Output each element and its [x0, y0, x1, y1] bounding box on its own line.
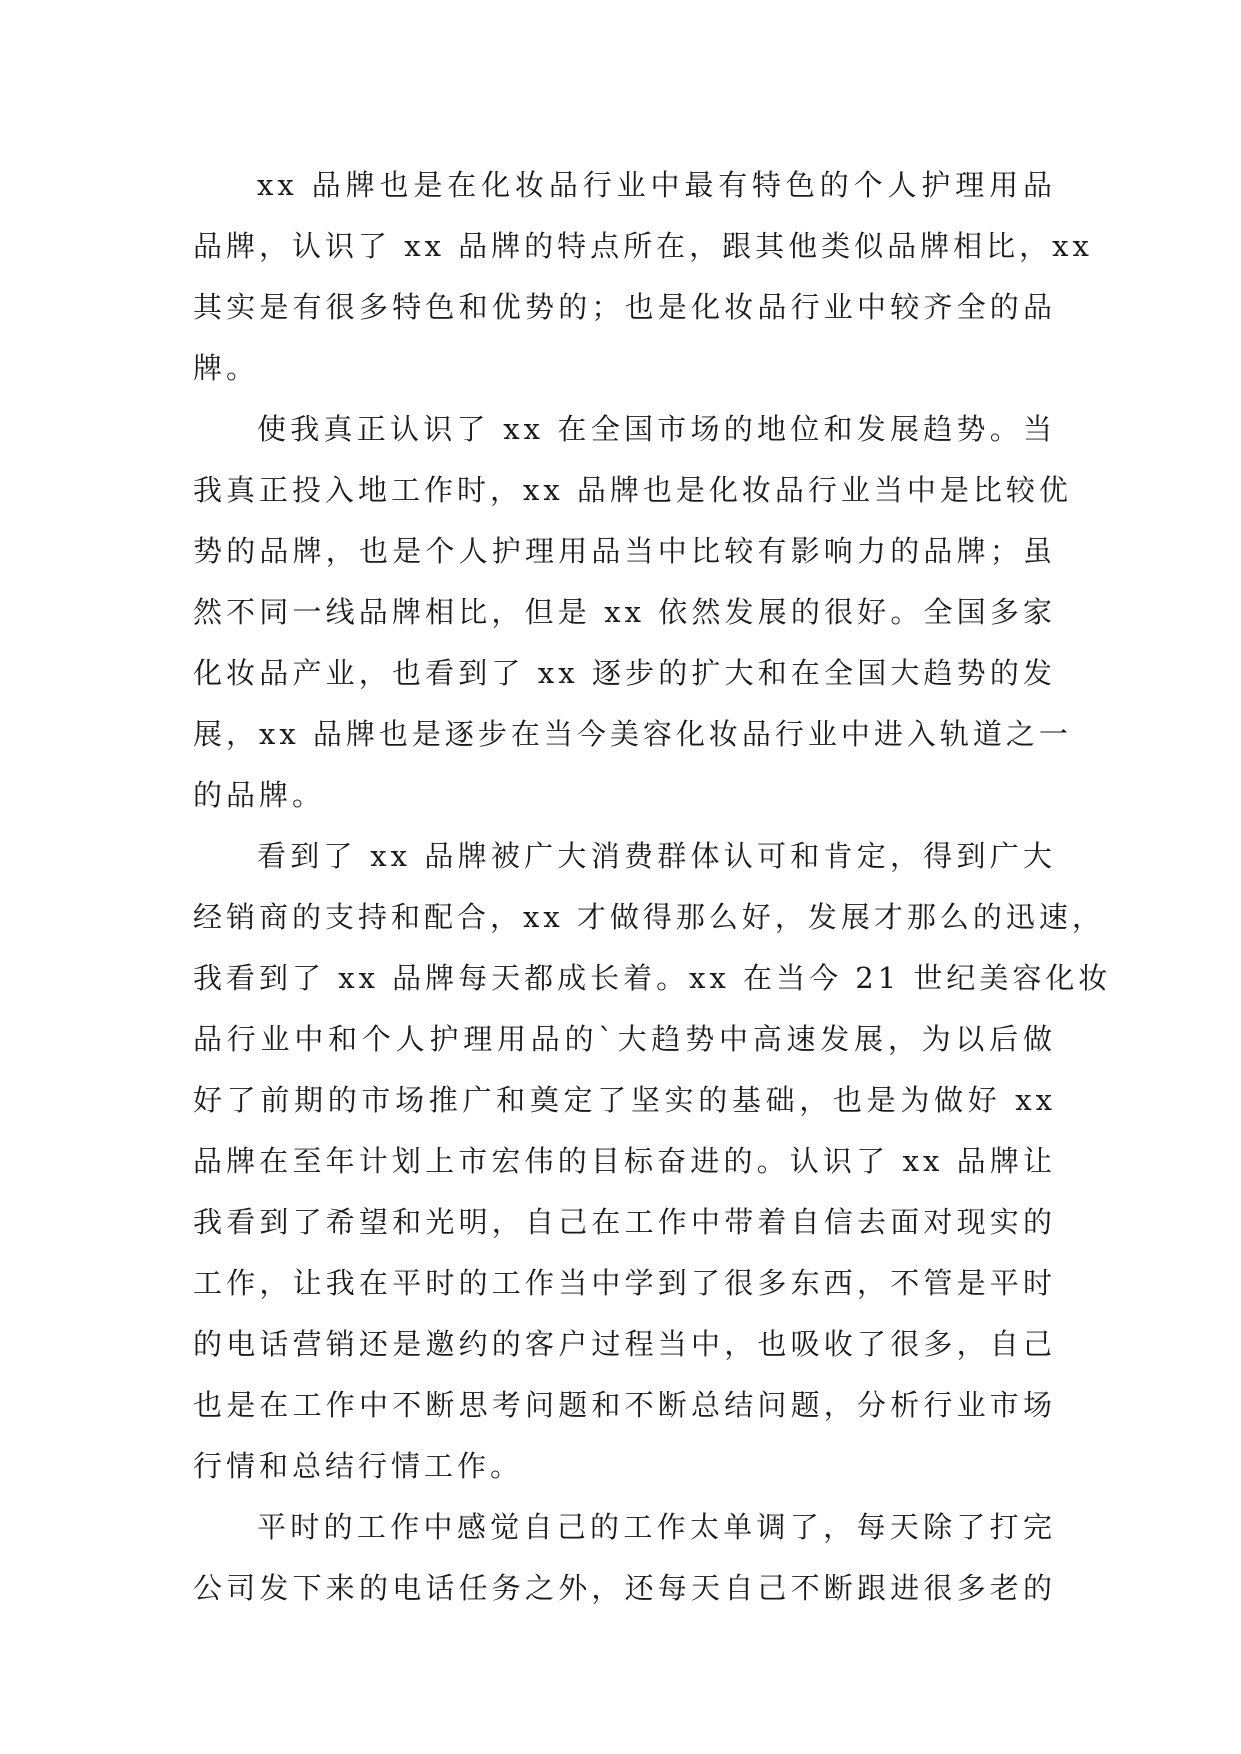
text-line: 工作，让我在平时的工作当中学到了很多东西，不管是平时 — [193, 1266, 1056, 1300]
text-line: 然不同一线品牌相比，但是 xx 依然发展的很好。全国多家 — [193, 595, 1056, 629]
text-line: 的电话营销还是邀约的客户过程当中，也吸收了很多，自己 — [193, 1327, 1056, 1361]
paragraph-1 — [193, 155, 1093, 399]
text-line: 展，xx 品牌也是逐步在当今美容化妆品行业中进入轨道之一 — [193, 717, 1072, 751]
text-line: 平时的工作中感觉自己的工作太单调了，每天除了打完 — [257, 1510, 1056, 1544]
paragraph-3 — [193, 826, 1112, 1497]
text-line: 牌。 — [193, 351, 260, 385]
text-line: 看到了 xx 品牌被广大消费群体认可和肯定，得到广大 — [257, 839, 1056, 873]
text-line: 我看到了 xx 品牌每天都成长着。xx 在当今 21 世纪美容化妆 — [193, 961, 1112, 995]
text-line: 我真正投入地工作时，xx 品牌也是化妆品行业当中是比较优 — [193, 473, 1072, 507]
text-line: 行情和总结行情工作。 — [193, 1449, 524, 1483]
text-line: 品牌在至年计划上市宏伟的目标奋进的。认识了 xx 品牌让 — [193, 1144, 1056, 1178]
text-line: 使我真正认识了 xx 在全国市场的地位和发展趋势。当 — [257, 412, 1056, 446]
text-line: 品行业中和个人护理用品的`大趋势中高速发展，为以后做 — [193, 1022, 1056, 1056]
text-line: 好了前期的市场推广和奠定了坚实的基础，也是为做好 xx — [193, 1083, 1056, 1117]
paragraph-4 — [193, 1497, 1056, 1619]
text-line: 的品牌。 — [193, 778, 326, 812]
document-body — [193, 155, 1112, 1619]
text-line: 其实是有很多特色和优势的；也是化妆品行业中较齐全的品 — [193, 290, 1056, 324]
text-line: 也是在工作中不断思考问题和不断总结问题，分析行业市场 — [193, 1388, 1056, 1422]
text-line: 品牌，认识了 xx 品牌的特点所在，跟其他类似品牌相比，xx — [193, 229, 1093, 263]
text-line: 势的品牌，也是个人护理用品当中比较有影响力的品牌；虽 — [193, 534, 1056, 568]
paragraph-2 — [193, 399, 1072, 826]
text-line: 我看到了希望和光明，自己在工作中带着自信去面对现实的 — [193, 1205, 1056, 1239]
text-line: xx 品牌也是在化妆品行业中最有特色的个人护理用品 — [257, 168, 1056, 202]
text-line: 化妆品产业，也看到了 xx 逐步的扩大和在全国大趋势的发 — [193, 656, 1056, 690]
text-line: 经销商的支持和配合，xx 才做得那么好，发展才那么的迅速， — [193, 900, 1105, 934]
text-line: 公司发下来的电话任务之外，还每天自己不断跟进很多老的 — [193, 1571, 1056, 1605]
